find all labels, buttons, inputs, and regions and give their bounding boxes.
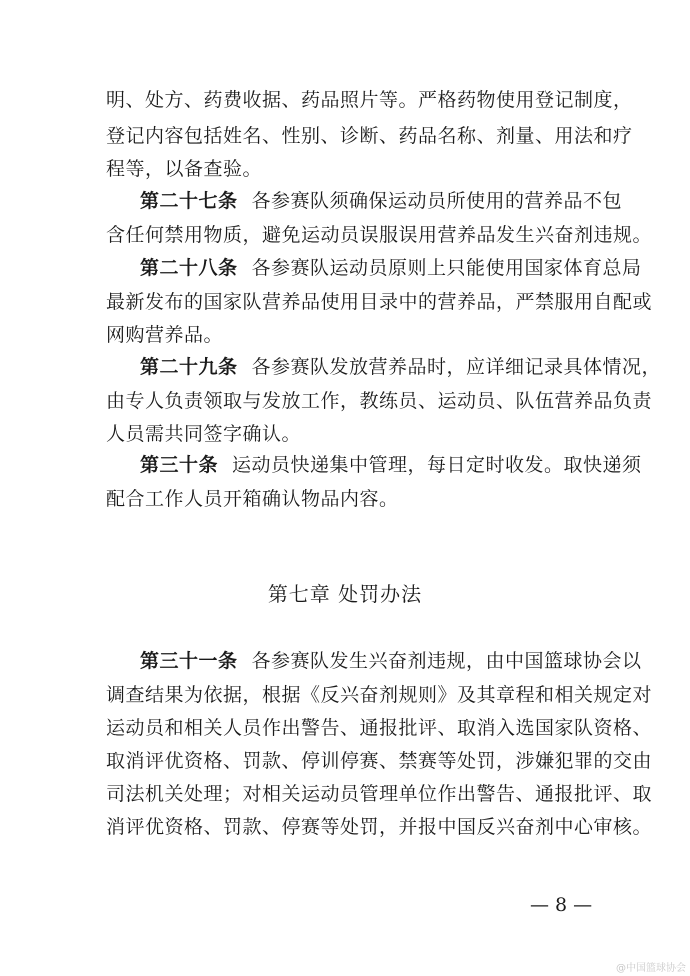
article-28-text: 各参赛队运动员原则上只能使用国家体育总局 bbox=[251, 257, 642, 279]
article-28-label: 第二十八条 bbox=[140, 257, 238, 279]
paragraph-line: 运动员和相关人员作出警告、通报批评、取消入选国家队资格、 bbox=[106, 717, 653, 739]
article-30-text: 运动员快递集中管理，每日定时收发。取快递须 bbox=[232, 454, 642, 476]
paragraph-line: 含任何禁用物质，避免运动员误服误用营养品发生兴奋剂违规。 bbox=[106, 224, 653, 246]
paragraph-line: 配合工作人员开箱确认物品内容。 bbox=[106, 488, 399, 510]
article-28-first-line bbox=[140, 255, 642, 281]
chapter-heading: 第七章 处罚办法 bbox=[267, 582, 423, 606]
paragraph-line: 消评优资格、罚款、停赛等处罚，并报中国反兴奋剂中心审核。 bbox=[106, 816, 653, 838]
paragraph-line: 由专人负责领取与发放工作，教练员、运动员、队伍营养品负责 bbox=[106, 390, 653, 412]
article-29-text: 各参赛队发放营养品时，应详细记录具体情况， bbox=[251, 356, 662, 378]
article-30-first-line bbox=[140, 452, 642, 478]
article-31-first-line bbox=[140, 648, 642, 674]
article-29-first-line bbox=[140, 354, 661, 380]
article-31-label: 第三十一条 bbox=[140, 650, 238, 672]
paragraph-line: 司法机关处理；对相关运动员管理单位作出警告、通报批评、取 bbox=[106, 783, 653, 805]
article-29-label: 第二十九条 bbox=[140, 356, 238, 378]
paragraph-line: 调查结果为依据，根据《反兴奋剂规则》及其章程和相关规定对 bbox=[106, 684, 653, 706]
paragraph-line: 最新发布的国家队营养品使用目录中的营养品，严禁服用自配或 bbox=[106, 291, 653, 313]
article-27-label: 第二十七条 bbox=[140, 190, 238, 212]
paragraph-line: 明、处方、药费收据、药品照片等。严格药物使用登记制度， bbox=[106, 89, 633, 111]
paragraph-line: 网购营养品。 bbox=[106, 324, 224, 346]
article-30-label: 第三十条 bbox=[140, 454, 219, 476]
article-27-text: 各参赛队须确保运动员所使用的营养品不包 bbox=[251, 190, 623, 212]
paragraph-line: 程等，以备查验。 bbox=[106, 158, 263, 180]
paragraph-line: 取消评优资格、罚款、停训停赛、禁赛等处罚，涉嫌犯罪的交由 bbox=[106, 750, 653, 772]
article-27-first-line bbox=[140, 188, 622, 214]
paragraph-line: 登记内容包括姓名、性别、诊断、药品名称、剂量、用法和疗 bbox=[106, 125, 633, 147]
watermark: @中国篮球协会 bbox=[616, 963, 686, 974]
article-31-text: 各参赛队发生兴奋剂违规，由中国篮球协会以 bbox=[251, 650, 642, 672]
paragraph-line: 人员需共同签字确认。 bbox=[106, 423, 302, 445]
page-number: — 8 — bbox=[530, 894, 593, 916]
